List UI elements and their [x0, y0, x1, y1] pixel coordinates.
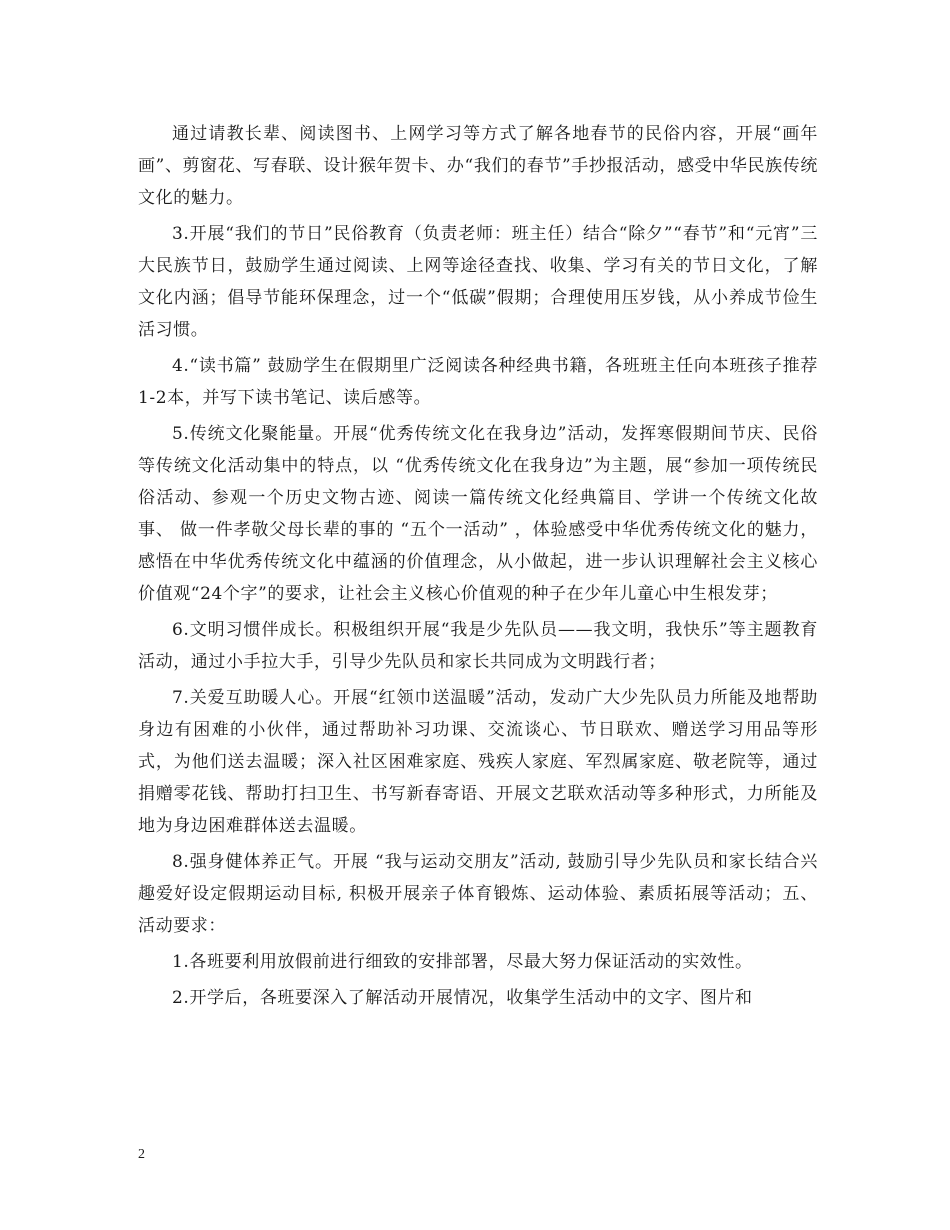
paragraph-requirement-1: 1.各班要利用放假前进行细致的安排部署，尽最大努力保证活动的实效性。	[172, 952, 753, 972]
paragraph-item-8: 8.强身健体养正气。开展 “我与运动交朋友”活动, 鼓励引导少先队员和家长结合兴趣爱好设定假期运动目标, 积极开展亲子体育锻炼、运动体验、素质拓展等活动；五、活动要求：	[138, 852, 818, 936]
document-body	[138, 118, 818, 1018]
paragraph-requirement-2: 2.开学后，各班要深入了解活动开展情况，收集学生活动中的文字、图片和	[172, 988, 753, 1008]
paragraph-item-7: 7.关爱互助暖人心。开展“红领巾送温暖”活动，发动广大少先队员力所能及地帮助身边有困难的小伙伴，通过帮助补习功课、交流谈心、节日联欢、赠送学习用品等形式，为他们送去温暖；深入社区困难家庭、残疾人家庭、军烈属家庭、敬老院等，通过捐赠零花钱、帮助打扫卫生、书写新春寄语、开展文艺联欢活动等多种形式，力所能及地为身边困难群体送去温暖。	[138, 688, 818, 836]
paragraph-intro-continued: 通过请教长辈、阅读图书、上网学习等方式了解各地春节的民俗内容，开展“画年画”、剪窗花、写春联、设计猴年贺卡、办“我们的春节”手抄报活动，感受中华民族传统文化的魅力。	[138, 124, 818, 208]
paragraph-item-5: 5.传统文化聚能量。开展“优秀传统文化在我身边”活动，发挥寒假期间节庆、民俗等传统文化活动集中的特点，以 “优秀传统文化在我身边”为主题，展“参加一项传统民俗活动、参观一个历史文物古迹、阅读一篇传统文化经典篇目、学讲一个传统文化故事、 做一件孝敬父母长辈的事的 “五个一活动” ，体验感受中华优秀传统文化的魅力，感悟在中华优秀传统文化中蕴涵的价值理念，从小做起，进一步认识理解社会主义核心价值观“24个字”的要求，让社会主义核心价值观的种子在少年儿童心中生根发芽；	[138, 424, 818, 604]
paragraph-item-6: 6.文明习惯伴成长。积极组织开展“我是少先队员——我文明，我快乐”等主题教育活动，通过小手拉大手，引导少先队员和家长共同成为文明践行者；	[138, 620, 818, 672]
paragraph-item-3: 3.开展“我们的节日”民俗教育（负责老师：班主任）结合“除夕”“春节”和“元宵”三大民族节日，鼓励学生通过阅读、上网等途径查找、收集、学习有关的节日文化，了解文化内涵；倡导节能环保理念，过一个“低碳”假期；合理使用压岁钱，从小养成节俭生活习惯。	[138, 224, 818, 340]
paragraph-item-4: 4.“读书篇” 鼓励学生在假期里广泛阅读各种经典书籍，各班班主任向本班孩子推荐1-2本，并写下读书笔记、读后感等。	[138, 356, 818, 408]
page-number: 2	[138, 1147, 145, 1162]
